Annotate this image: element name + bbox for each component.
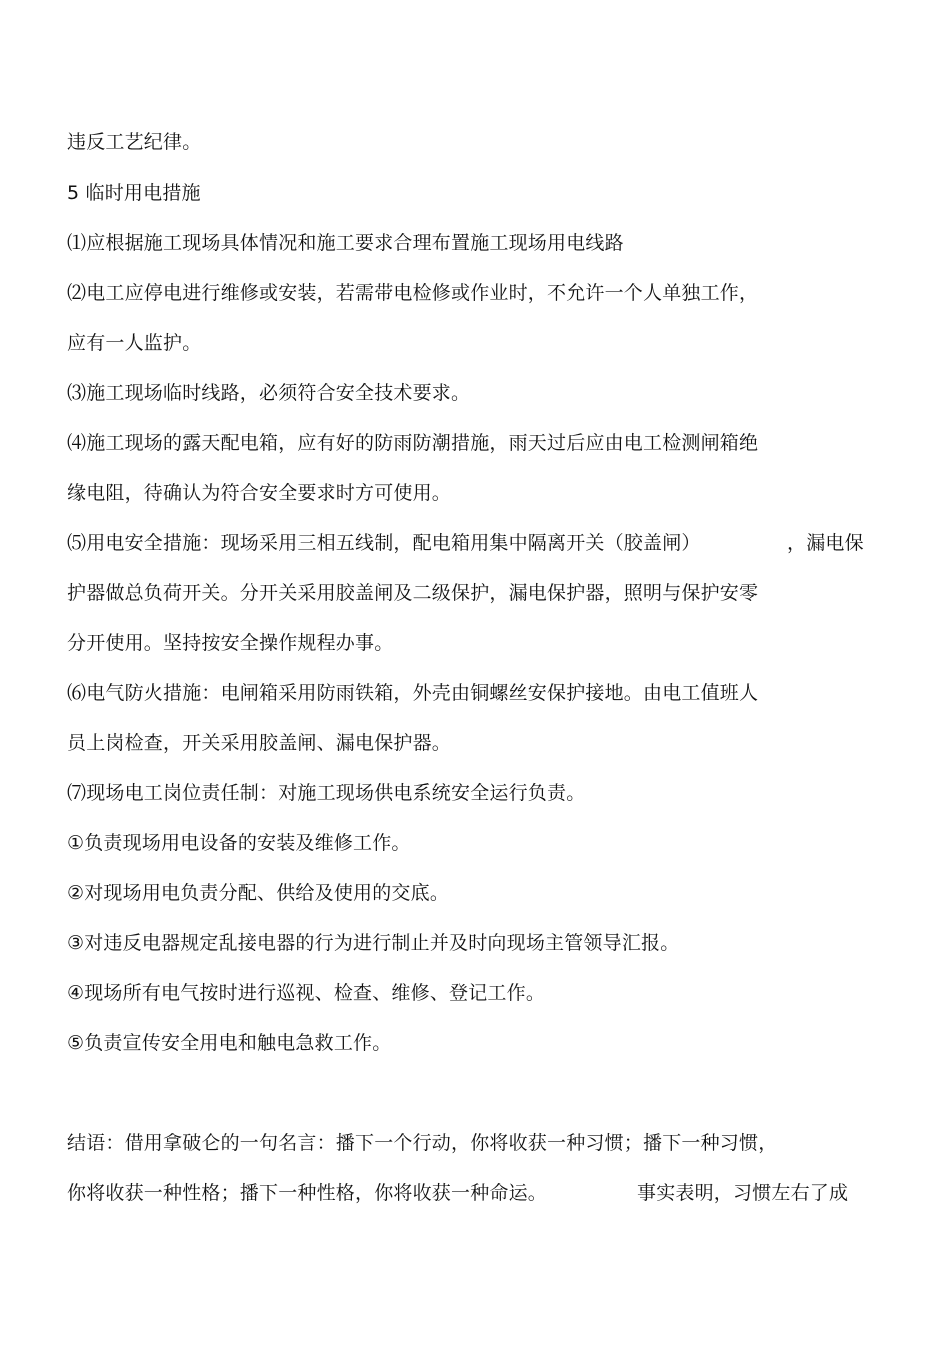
text-line: ⑴应根据施工现场具体情况和施工要求合理布置施工现场用电线路	[67, 232, 624, 254]
text-line: ⑺现场电工岗位责任制：对施工现场供电系统安全运行负责。	[67, 782, 586, 804]
text-line: 护器做总负荷开关。分开关采用胶盖闸及二级保护，漏电保护器，照明与保护安零	[67, 582, 759, 604]
text-line: ⑵电工应停电进行维修或安装，若需带电检修或作业时，不允许一个人单独工作，	[67, 282, 759, 304]
conclusion-line: 结语：借用拿破仑的一句名言：播下一个行动，你将收获一种习惯；播下一种习惯，	[67, 1132, 778, 1154]
list-item: ②对现场用电负责分配、供给及使用的交底。	[67, 882, 450, 904]
text-line: 应有一人监护。	[67, 332, 202, 354]
text-line: ⑷施工现场的露天配电箱，应有好的防雨防潮措施，雨天过后应由电工检测闸箱绝	[67, 432, 759, 454]
text-line: ⑹电气防火措施：电闸箱采用防雨铁箱，外壳由铜螺丝安保护接地。由电工值班人	[67, 682, 759, 704]
text-line: 员上岗检查，开关采用胶盖闸、漏电保护器。	[67, 732, 452, 754]
text-line: ⑶施工现场临时线路，必须符合安全技术要求。	[67, 382, 471, 404]
text-line: ，漏电保	[787, 532, 864, 554]
text-line: ⑸用电安全措施：现场采用三相五线制，配电箱用集中隔离开关（胶盖闸）	[67, 532, 701, 554]
conclusion-line: 事实表明，习惯左右了成	[637, 1182, 849, 1204]
list-item: ⑤负责宣传安全用电和触电急救工作。	[67, 1032, 392, 1054]
text-line: 缘电阻，待确认为符合安全要求时方可使用。	[67, 482, 452, 504]
section-heading: 5 临时用电措施	[67, 182, 201, 204]
list-item: ④现场所有电气按时进行巡视、检查、维修、登记工作。	[67, 982, 546, 1004]
text-line: 违反工艺纪律。	[67, 131, 202, 153]
conclusion-line: 你将收获一种性格；播下一种性格，你将收获一种命运。	[67, 1182, 548, 1204]
list-item: ③对违反电器规定乱接电器的行为进行制止并及时向现场主管领导汇报。	[67, 932, 680, 954]
list-item: ①负责现场用电设备的安装及维修工作。	[67, 832, 411, 854]
text-line: 分开使用。坚持按安全操作规程办事。	[67, 632, 394, 654]
